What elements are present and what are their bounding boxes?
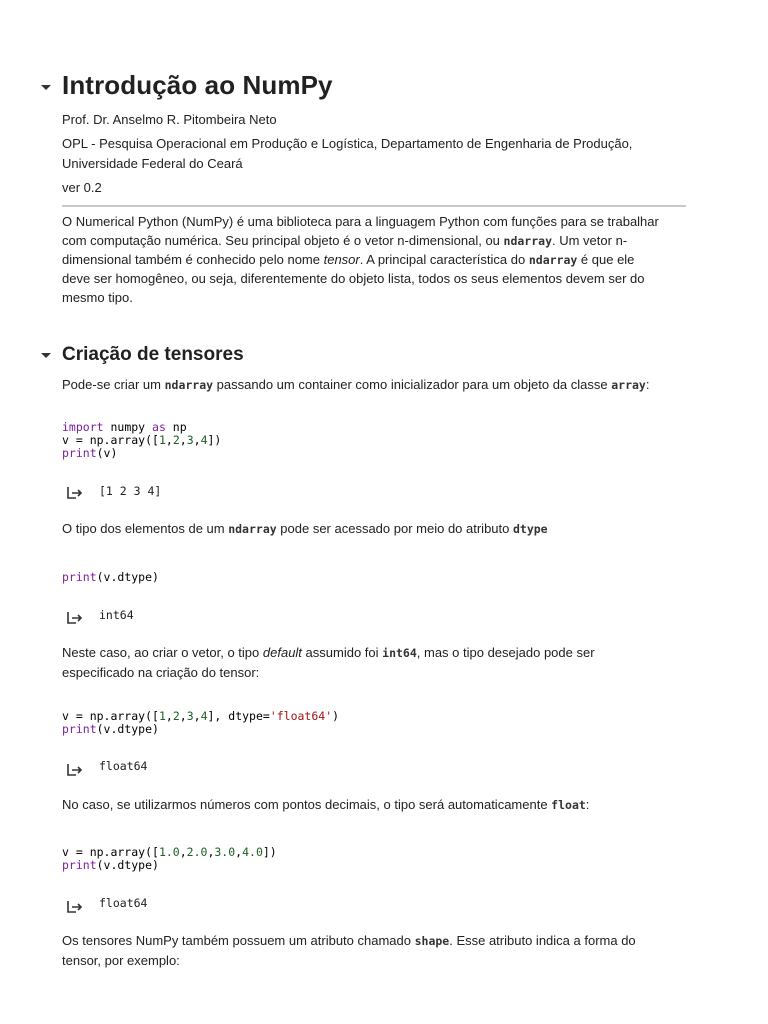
output-arrow-icon (67, 900, 83, 913)
output-1: [1 2 3 4] (99, 484, 162, 498)
intro-line-1: O Numerical Python (NumPy) é uma biblioteca para a linguagem Python com funções para se trabalhar (62, 214, 659, 229)
page-title: Introdução ao NumPy (62, 70, 333, 100)
paragraph-default-type-2: especificado na criação do tensor: (62, 665, 260, 680)
paragraph-create: Pode-se criar um ndarray passando um container como inicializador para um objeto da classe array: (62, 377, 650, 392)
inline-code: ndarray (503, 234, 552, 248)
caret-down-icon[interactable] (41, 85, 51, 90)
caret-down-icon[interactable] (41, 353, 51, 358)
code-cell-3[interactable]: v = np.array([1,2,3,4], dtype='float64') print(v.dtype) (62, 709, 340, 736)
section-title: Criação de tensores (62, 344, 244, 365)
output-2: int64 (99, 608, 134, 622)
author: Prof. Dr. Anselmo R. Pitombeira Neto (62, 112, 277, 127)
paragraph-shape-2: tensor, por exemplo: (62, 953, 180, 968)
affiliation-line-2: Universidade Federal do Ceará (62, 156, 243, 171)
version: ver 0.2 (62, 180, 102, 195)
paragraph-float: No caso, se utilizarmos números com pontos decimais, o tipo será automaticamente float: (62, 797, 590, 812)
code-cell-4[interactable]: v = np.array([1.0,2.0,3.0,4.0]) print(v.dtype) (62, 845, 277, 872)
intro-line-3: dimensional também é conhecido pelo nome tensor. A principal característica do ndarray é que ele (62, 252, 635, 267)
intro-line-4: deve ser homogêneo, ou seja, diferentemente do objeto lista, todos os seus elementos devem ser do (62, 271, 645, 286)
output-arrow-icon (67, 486, 83, 499)
affiliation-line-1: OPL - Pesquisa Operacional em Produção e Logística, Departamento de Engenharia de Produção, (62, 136, 633, 151)
intro-line-5: mesmo tipo. (62, 290, 133, 305)
code-cell-1[interactable]: import numpy as np v = np.array([1,2,3,4]) print(v) (62, 420, 222, 460)
paragraph-dtype: O tipo dos elementos de um ndarray pode ser acessado por meio do atributo dtype (62, 521, 548, 536)
code-cell-2[interactable]: print(v.dtype) (62, 570, 159, 584)
paragraph-shape: Os tensores NumPy também possuem um atributo chamado shape. Esse atributo indica a forma do (62, 933, 636, 948)
output-arrow-icon (67, 611, 83, 624)
paragraph-default-type: Neste caso, ao criar o vetor, o tipo default assumido foi int64, mas o tipo desejado pode ser (62, 645, 595, 660)
output-3: float64 (99, 759, 148, 773)
output-arrow-icon (67, 763, 83, 776)
output-4: float64 (99, 896, 148, 910)
inline-code: ndarray (528, 253, 578, 267)
divider (62, 205, 686, 207)
intro-line-2: com computação numérica. Seu principal objeto é o vetor n-dimensional, ou ndarray. Um vetor n- (62, 233, 628, 248)
